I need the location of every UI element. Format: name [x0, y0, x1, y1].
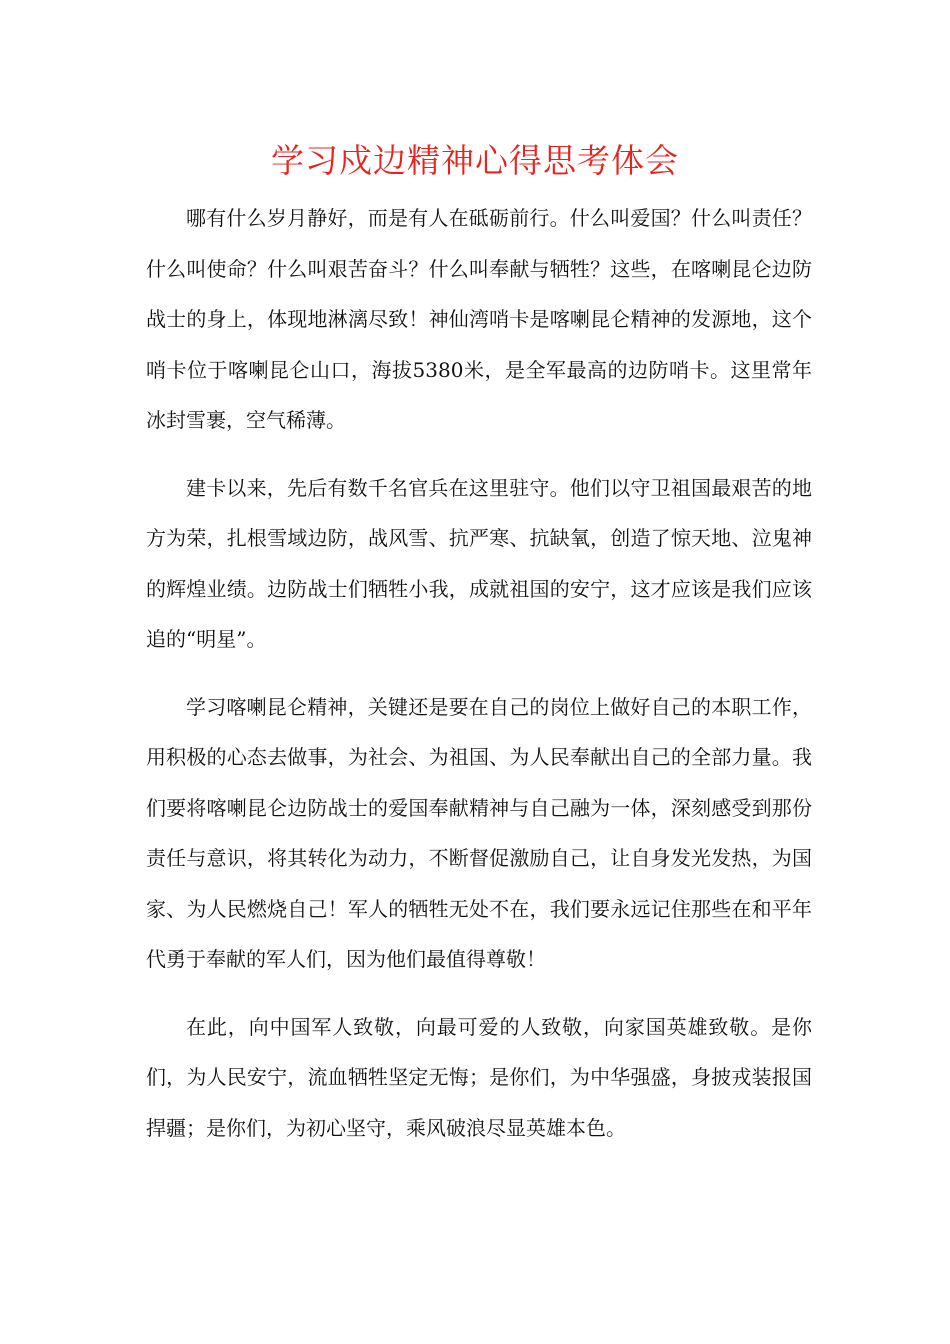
document-title: 学习戍边精神心得思考体会 — [271, 141, 679, 180]
paragraph-2: 建卡以来，先后有数千名官兵在这里驻守。他们以守卫祖国最艰苦的地方为荣，扎根雪域边防，战风雪、抗严寒、抗缺氧，创造了惊天地、泣鬼神的辉煌业绩。边防战士们牺牲小我，成就祖国的安宁，这才应该是我们应该追的“明星”。 — [146, 475, 812, 651]
paragraph-1: 哪有什么岁月静好，而是有人在砥砺前行。什么叫爱国？什么叫责任？什么叫使命？什么叫艰苦奋斗？什么叫奉献与牺牲？这些，在喀喇昆仑边防战士的身上，体现地淋漓尽致！神仙湾哨卡是喀喇昆仑精神的发源地，这个哨卡位于喀喇昆仑山口，海拔5380米，是全军最高的边防哨卡。这里常年冰封雪裹，空气稀薄。 — [146, 206, 812, 432]
paragraph-4: 在此，向中国军人致敬，向最可爱的人致敬，向家国英雄致敬。是你们，为人民安宁，流血牺牲坚定无悔；是你们，为中华强盛，身披戎装报国捍疆；是你们，为初心坚守，乘风破浪尽显英雄本色。 — [146, 1014, 812, 1140]
paragraph-3: 学习喀喇昆仑精神，关键还是要在自己的岗位上做好自己的本职工作，用积极的心态去做事，为社会、为祖国、为人民奉献出自己的全部力量。我们要将喀喇昆仑边防战士的爱国奉献精神与自己融为一体，深刻感受到那份责任与意识，将其转化为动力，不断督促激励自己，让自身发光发热，为国家、为人民燃烧自己！军人的牺牲无处不在，我们要永远记住那些在和平年代勇于奉献的军人们，因为他们最值得尊敬！ — [146, 694, 812, 971]
document-body — [146, 193, 812, 1153]
